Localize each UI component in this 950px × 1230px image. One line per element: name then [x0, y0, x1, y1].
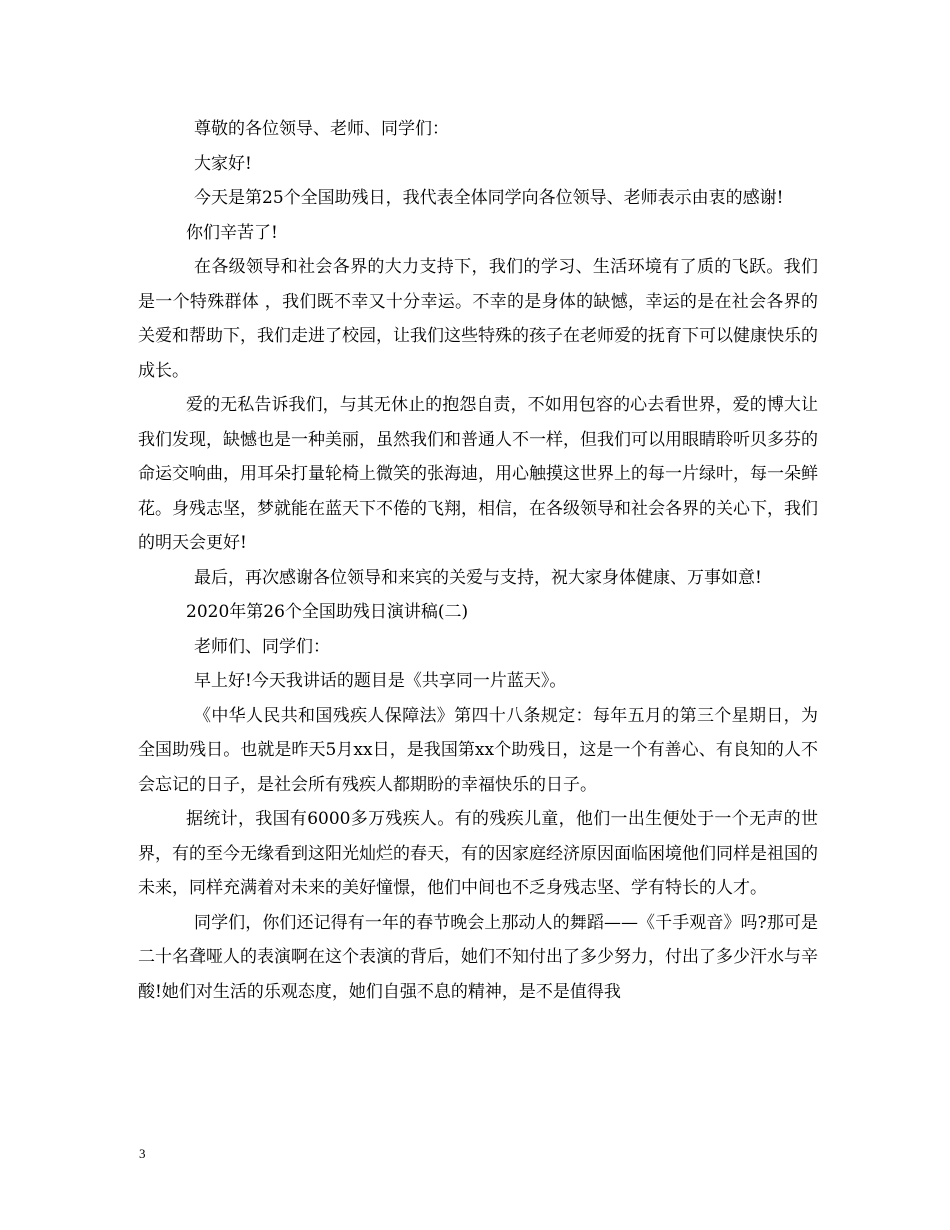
paragraph-thanks: 今天是第25个全国助残日，我代表全体同学向各位领导、老师表示由衷的感谢!: [194, 188, 784, 208]
salutation-2: 老师们、同学们：: [194, 636, 330, 657]
paragraph-law: 《中华人民共和国残疾人保障法》第四十八条规定：每年五月的第三个星期日，为全国助残日。也就是昨天5月xx日，是我国第xx个助残日，这是一个有善心、有良知的人不会忘记的日子，是社会所有残疾人都期盼的幸福快乐的日子。: [138, 705, 818, 795]
greeting-2: 早上好!今天我讲话的题目是《共享同一片蓝天》。: [194, 671, 567, 691]
paragraph-closing: 最后，再次感谢各位领导和来宾的关爱与支持，祝大家身体健康、万事如意!: [194, 567, 762, 588]
section-title: 2020年第26个全国助残日演讲稿(二): [186, 602, 469, 622]
greeting: 大家好!: [194, 153, 252, 174]
page-number: 3: [139, 1146, 146, 1161]
salutation: 尊敬的各位领导、老师、同学们：: [194, 119, 449, 139]
paragraph-support: 在各级领导和社会各界的大力支持下，我们的学习、生活环境有了质的飞跃。我们是一个特殊群体 ，我们既不幸又十分幸运。不幸的是身体的缺憾，幸运的是在社会各界的关爱和帮助下，我们走进了校园，让我们这些特殊的孩子在老师爱的抚育下可以健康快乐的成长。: [138, 257, 818, 381]
paragraph-dance: 同学们，你们还记得有一年的春节晚会上那动人的舞蹈——《千手观音》吗?那可是二十名聋哑人的表演啊在这个表演的背后，她们不知付出了多少努力，付出了多少汗水与辛酸!她们对生活的乐观态度，她们自强不息的精神，是不是值得我: [138, 912, 818, 1002]
paragraph-hardwork: 你们辛苦了!: [186, 222, 278, 243]
document-body: [138, 112, 818, 1009]
paragraph-statistics: 据统计，我国有6000多万残疾人。有的残疾儿童，他们一出生便处于一个无声的世界，有的至今无缘看到这阳光灿烂的春天，有的因家庭经济原因面临困境他们同样是祖国的未来，同样充满着对未来的美好憧憬，他们中间也不乏身残志坚、学有特长的人才。: [138, 809, 818, 898]
paragraph-love: 爱的无私告诉我们，与其无休止的抱怨自责，不如用包容的心去看世界，爱的博大让我们发现，缺憾也是一种美丽，虽然我们和普通人不一样，但我们可以用眼睛聆听贝多芬的命运交响曲，用耳朵打量轮椅上微笑的张海迪，用心触摸这世界上的每一片绿叶，每一朵鲜花。身残志坚，梦就能在蓝天下不倦的飞翔，相信，在各级领导和社会各界的关心下，我们的明天会更好!: [138, 395, 818, 553]
